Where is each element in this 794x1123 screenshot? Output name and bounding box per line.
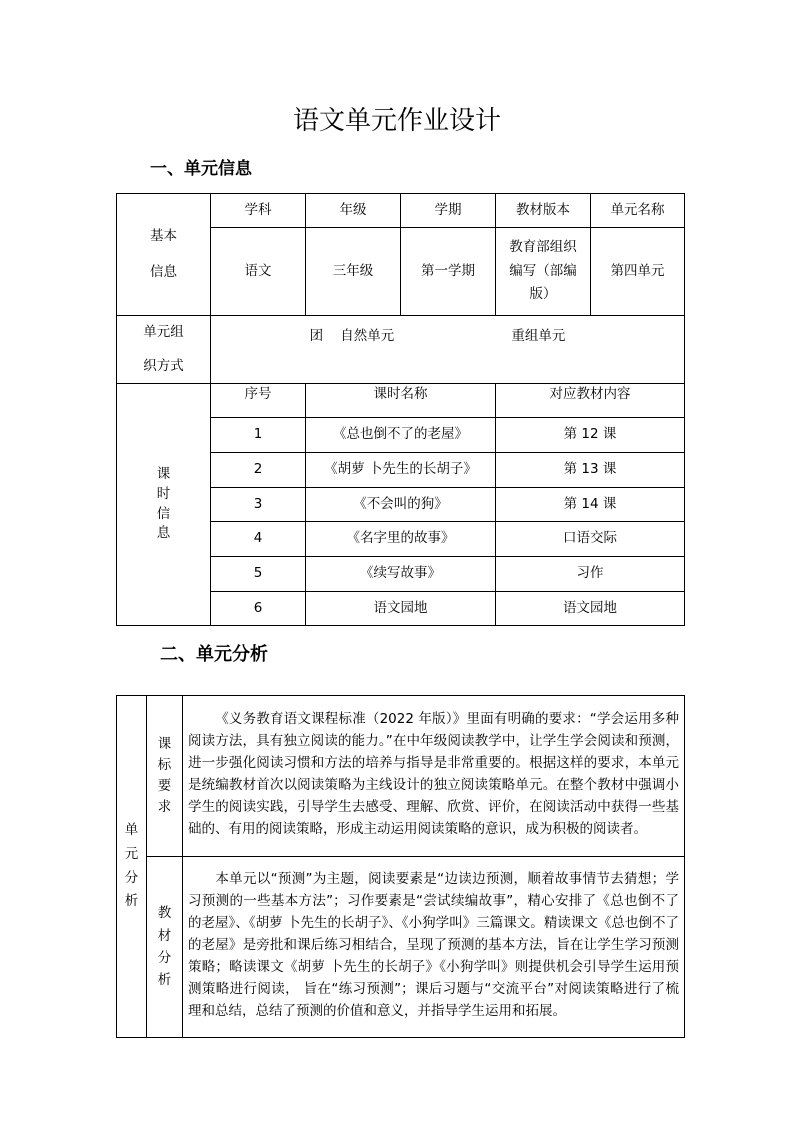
textbook-analysis-label: 教 材 分 析 [147, 857, 183, 1038]
table-row: 5 《续写故事》 习作 [117, 557, 685, 592]
basic-info-label: 基本 信息 [117, 194, 211, 316]
header-grade: 年级 [306, 194, 401, 228]
option-natural-unit-label: 自然单元 [340, 328, 395, 344]
lesson-header-name: 课时名称 [306, 384, 496, 418]
value-subject: 语文 [211, 228, 306, 316]
organization-options [211, 316, 685, 384]
organization-label: 单元组 织方式 [117, 316, 211, 384]
lesson-header-content: 对应教材内容 [496, 384, 685, 418]
header-unit-name: 单元名称 [591, 194, 685, 228]
value-term: 第一学期 [401, 228, 496, 316]
unit-analysis-table [116, 695, 685, 1038]
lesson-info-label: 课 时 信 息 [117, 384, 211, 626]
checked-mark: 团 [309, 328, 324, 344]
table-row: 3 《不会叫的狗》 第 14 课 [117, 488, 685, 522]
table-row: 4 《名字里的故事》 口语交际 [117, 522, 685, 557]
option-natural-unit [310, 326, 395, 348]
table-row: 6 语文园地 语文园地 [117, 592, 685, 626]
curriculum-standard-text: 《义务教育语文课程标准（2022 年版）》里面有明确的要求：“学会运用多种阅读方法，具有独立阅读的能力。”在中年级阅读教学中，让学生学会阅读和预测，进一步强化阅读习惯和方法的培养与指导是非常重要的。根据这样的要求，本单元是统编教材首次以阅读策略为主线设计的独立阅读策略单元。在整个教材中强调小学生的阅读实践，引导学生去感受、理解、欣赏、评价，在阅读活动中获得一些基础的、有用的阅读策略，形成主动运用阅读策略的意识，成为积极的阅读者。 [183, 696, 685, 857]
value-edition: 教育部组织 编写（部编 版） [496, 228, 591, 316]
value-unit-name: 第四单元 [591, 228, 685, 316]
table-row: 1 《总也倒不了的老屋》 第 12 课 [117, 418, 685, 453]
textbook-analysis-text: 本单元以“预测”为主题，阅读要素是“边读边预测，顺着故事情节去猜想；学习预测的一些基本方法”；习作要素是“尝试续编故事”，精心安排了《总也倒不了的老屋》、《胡萝 卜先生的长胡子》、《小狗学叫》三篇课文。精读课文《总也倒不了的老屋》是旁批和课后练习相结合，呈现了预测的基本方法，旨在让学生学习预测策略；略读课文《胡萝 卜先生的长胡子》《小狗学叫》则提供机会引导学生运用预测策略进行阅读， 旨在“练习预测”；课后习题与“交流平台”对阅读策略进行了梳理和总结，总结了预测的价值和意义，并指导学生运用和拓展。 [183, 857, 685, 1038]
lesson-header-no: 序号 [211, 384, 306, 418]
option-regrouped-unit: 重组单元 [511, 328, 566, 344]
unit-analysis-label: 单 元 分 析 [117, 696, 147, 1038]
curriculum-standard-label: 课 标 要 求 [147, 696, 183, 857]
unit-info-table [116, 193, 685, 626]
table-row: 2 《胡萝 卜先生的长胡子》 第 13 课 [117, 453, 685, 488]
header-subject: 学科 [211, 194, 306, 228]
page-title: 语文单元作业设计 [292, 106, 501, 136]
value-grade: 三年级 [306, 228, 401, 316]
header-edition: 教材版本 [496, 194, 591, 228]
section-heading-unit-info: 一、单元信息 [150, 159, 252, 179]
section-heading-unit-analysis: 二、单元分析 [160, 644, 268, 665]
header-term: 学期 [401, 194, 496, 228]
